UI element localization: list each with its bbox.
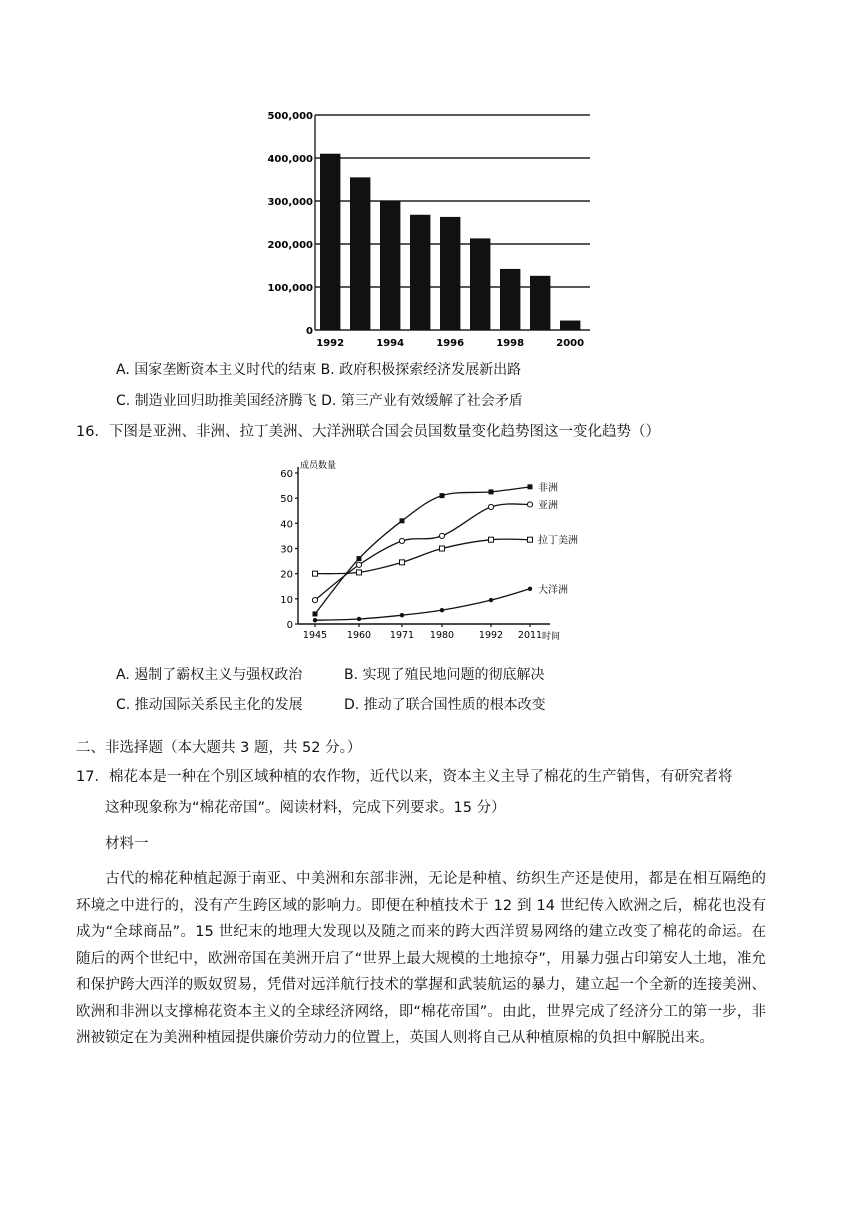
line-x-tick-label: 1992	[478, 630, 504, 641]
line-x-tick-label: 1971	[389, 630, 415, 641]
line-y-tick-label: 60	[280, 469, 293, 480]
series-line	[315, 589, 530, 620]
data-point	[356, 562, 361, 567]
data-point	[313, 611, 318, 616]
data-point	[489, 489, 494, 494]
bar	[350, 177, 370, 330]
series-label: 拉丁美洲	[538, 535, 578, 547]
line-y-tick-label: 30	[280, 544, 293, 556]
data-point	[400, 613, 404, 617]
material-title: 材料一	[105, 836, 149, 852]
data-point	[527, 502, 532, 507]
bar-y-tick-label: 400,000	[267, 154, 313, 165]
material-paragraph: 古代的棉花种植起源于南亚、中美洲和东部非洲，无论是种植、纺织生产还是使用，都是在相互隔绝的环境之中进行的，没有产生跨区域的影响力。即便在种植技术于 12 到 14 世纪传入欧洲之后，棉花也没有成为“全球商品”。15 世纪末的地理大发现以及随之而来的跨大西洋贸易网络的建立改变了棉花的命运。在随后的两个世纪中，欧洲帝国在美洲开启了“世界上最大规模的土地掠夺”，用暴力强占印第安人土地，准允和保护跨大西洋的贩奴贸易，凭借对远洋航行技术的掌握和武装航运的暴力，建立起一个全新的连接美洲、欧洲和非洲以支撑棉花资本主义的全球经济网络，即“棉花帝国”。由此，世界完成了经济分工的第一步，非洲被锁定在为美洲种植园提供廉价劳动力的位置上，英国人则将自己从种植原棉的负担中解脱出来。	[76, 871, 766, 1046]
bar-x-tick-label: 1996	[436, 338, 465, 349]
bar	[380, 201, 400, 330]
data-point	[440, 546, 445, 551]
line-chart-ylabel: 成员数量	[300, 461, 337, 471]
series-label: 非洲	[538, 482, 558, 494]
bar-x-tick-label: 1998	[496, 338, 525, 349]
q17-stem-line2: 这种现象称为“棉花帝国”。阅读材料，完成下列要求。15 分）	[105, 800, 506, 816]
line-y-tick-label: 50	[280, 494, 293, 506]
q16-option-d: D. 推动了联合国性质的根本改变	[344, 697, 546, 713]
bar	[410, 215, 430, 330]
series-line	[315, 487, 530, 614]
series-label: 大洋洲	[538, 584, 568, 596]
line-y-tick-label: 40	[280, 519, 293, 531]
bar	[560, 321, 580, 330]
data-point	[489, 537, 494, 542]
q16-option-a: A. 遏制了霸权主义与强权政治	[116, 667, 303, 683]
line-x-tick-label: 1980	[429, 630, 455, 641]
bar-x-tick-label: 2000	[556, 338, 585, 349]
line-y-tick-label: 10	[280, 594, 293, 606]
bar-x-tick-label: 1992	[316, 338, 345, 349]
line-x-tick-label: 1945	[302, 630, 328, 641]
bar-x-tick-label: 1994	[376, 338, 405, 349]
data-point	[440, 493, 445, 498]
line-x-tick-label: 2011	[517, 630, 543, 641]
data-point	[312, 597, 317, 602]
data-point	[528, 537, 533, 542]
line-y-tick-label: 20	[280, 569, 293, 581]
q15-options-ab: A. 国家垄断资本主义时代的结束 B. 政府积极探索经济发展新出路	[116, 362, 522, 378]
data-point	[400, 518, 405, 523]
series-line	[315, 504, 530, 600]
data-point	[489, 598, 493, 602]
data-point	[400, 560, 405, 565]
bar	[440, 217, 460, 330]
section-heading: 二、非选择题（本大题共 3 题，共 52 分。）	[76, 740, 362, 756]
data-point	[357, 570, 362, 575]
q15-options-cd: C. 制造业回归助推美国经济腾飞 D. 第三产业有效缓解了社会矛盾	[116, 393, 523, 409]
data-point	[313, 571, 318, 576]
q16-stem: 16．下图是亚洲、非洲、拉丁美洲、大洋洲联合国会员国数量变化趋势图这一变化趋势（）	[76, 424, 660, 440]
bar-y-tick-label: 500,000	[267, 111, 313, 122]
q16-option-b: B. 实现了殖民地问题的彻底解决	[344, 667, 545, 683]
data-point	[399, 538, 404, 543]
bar-y-tick-label: 100,000	[267, 283, 313, 294]
line-x-tick-label: 1960	[346, 630, 372, 641]
bar-chart	[260, 100, 600, 352]
line-y-tick-label: 0	[286, 620, 293, 631]
data-point	[528, 484, 533, 489]
data-point	[488, 504, 493, 509]
data-point	[440, 608, 444, 612]
data-point	[439, 533, 444, 538]
data-point	[357, 556, 362, 561]
data-point	[313, 618, 317, 622]
bar	[530, 276, 550, 330]
q17-stem-line1: 17．棉花本是一种在个别区域种植的农作物，近代以来，资本主义主导了棉花的生产销售，有研究者将	[76, 769, 733, 785]
bar	[320, 154, 340, 330]
series-line	[315, 539, 530, 574]
q16-option-c: C. 推动国际关系民主化的发展	[116, 697, 303, 713]
data-point	[357, 617, 361, 621]
bar	[500, 269, 520, 330]
bar	[470, 238, 490, 330]
data-point	[528, 587, 532, 591]
bar-y-tick-label: 0	[306, 326, 313, 337]
line-chart	[270, 455, 590, 645]
series-label: 亚洲	[538, 500, 558, 512]
bar-y-tick-label: 200,000	[267, 240, 313, 251]
line-chart-xlabel: 时间	[542, 632, 561, 642]
bar-y-tick-label: 300,000	[267, 197, 313, 208]
